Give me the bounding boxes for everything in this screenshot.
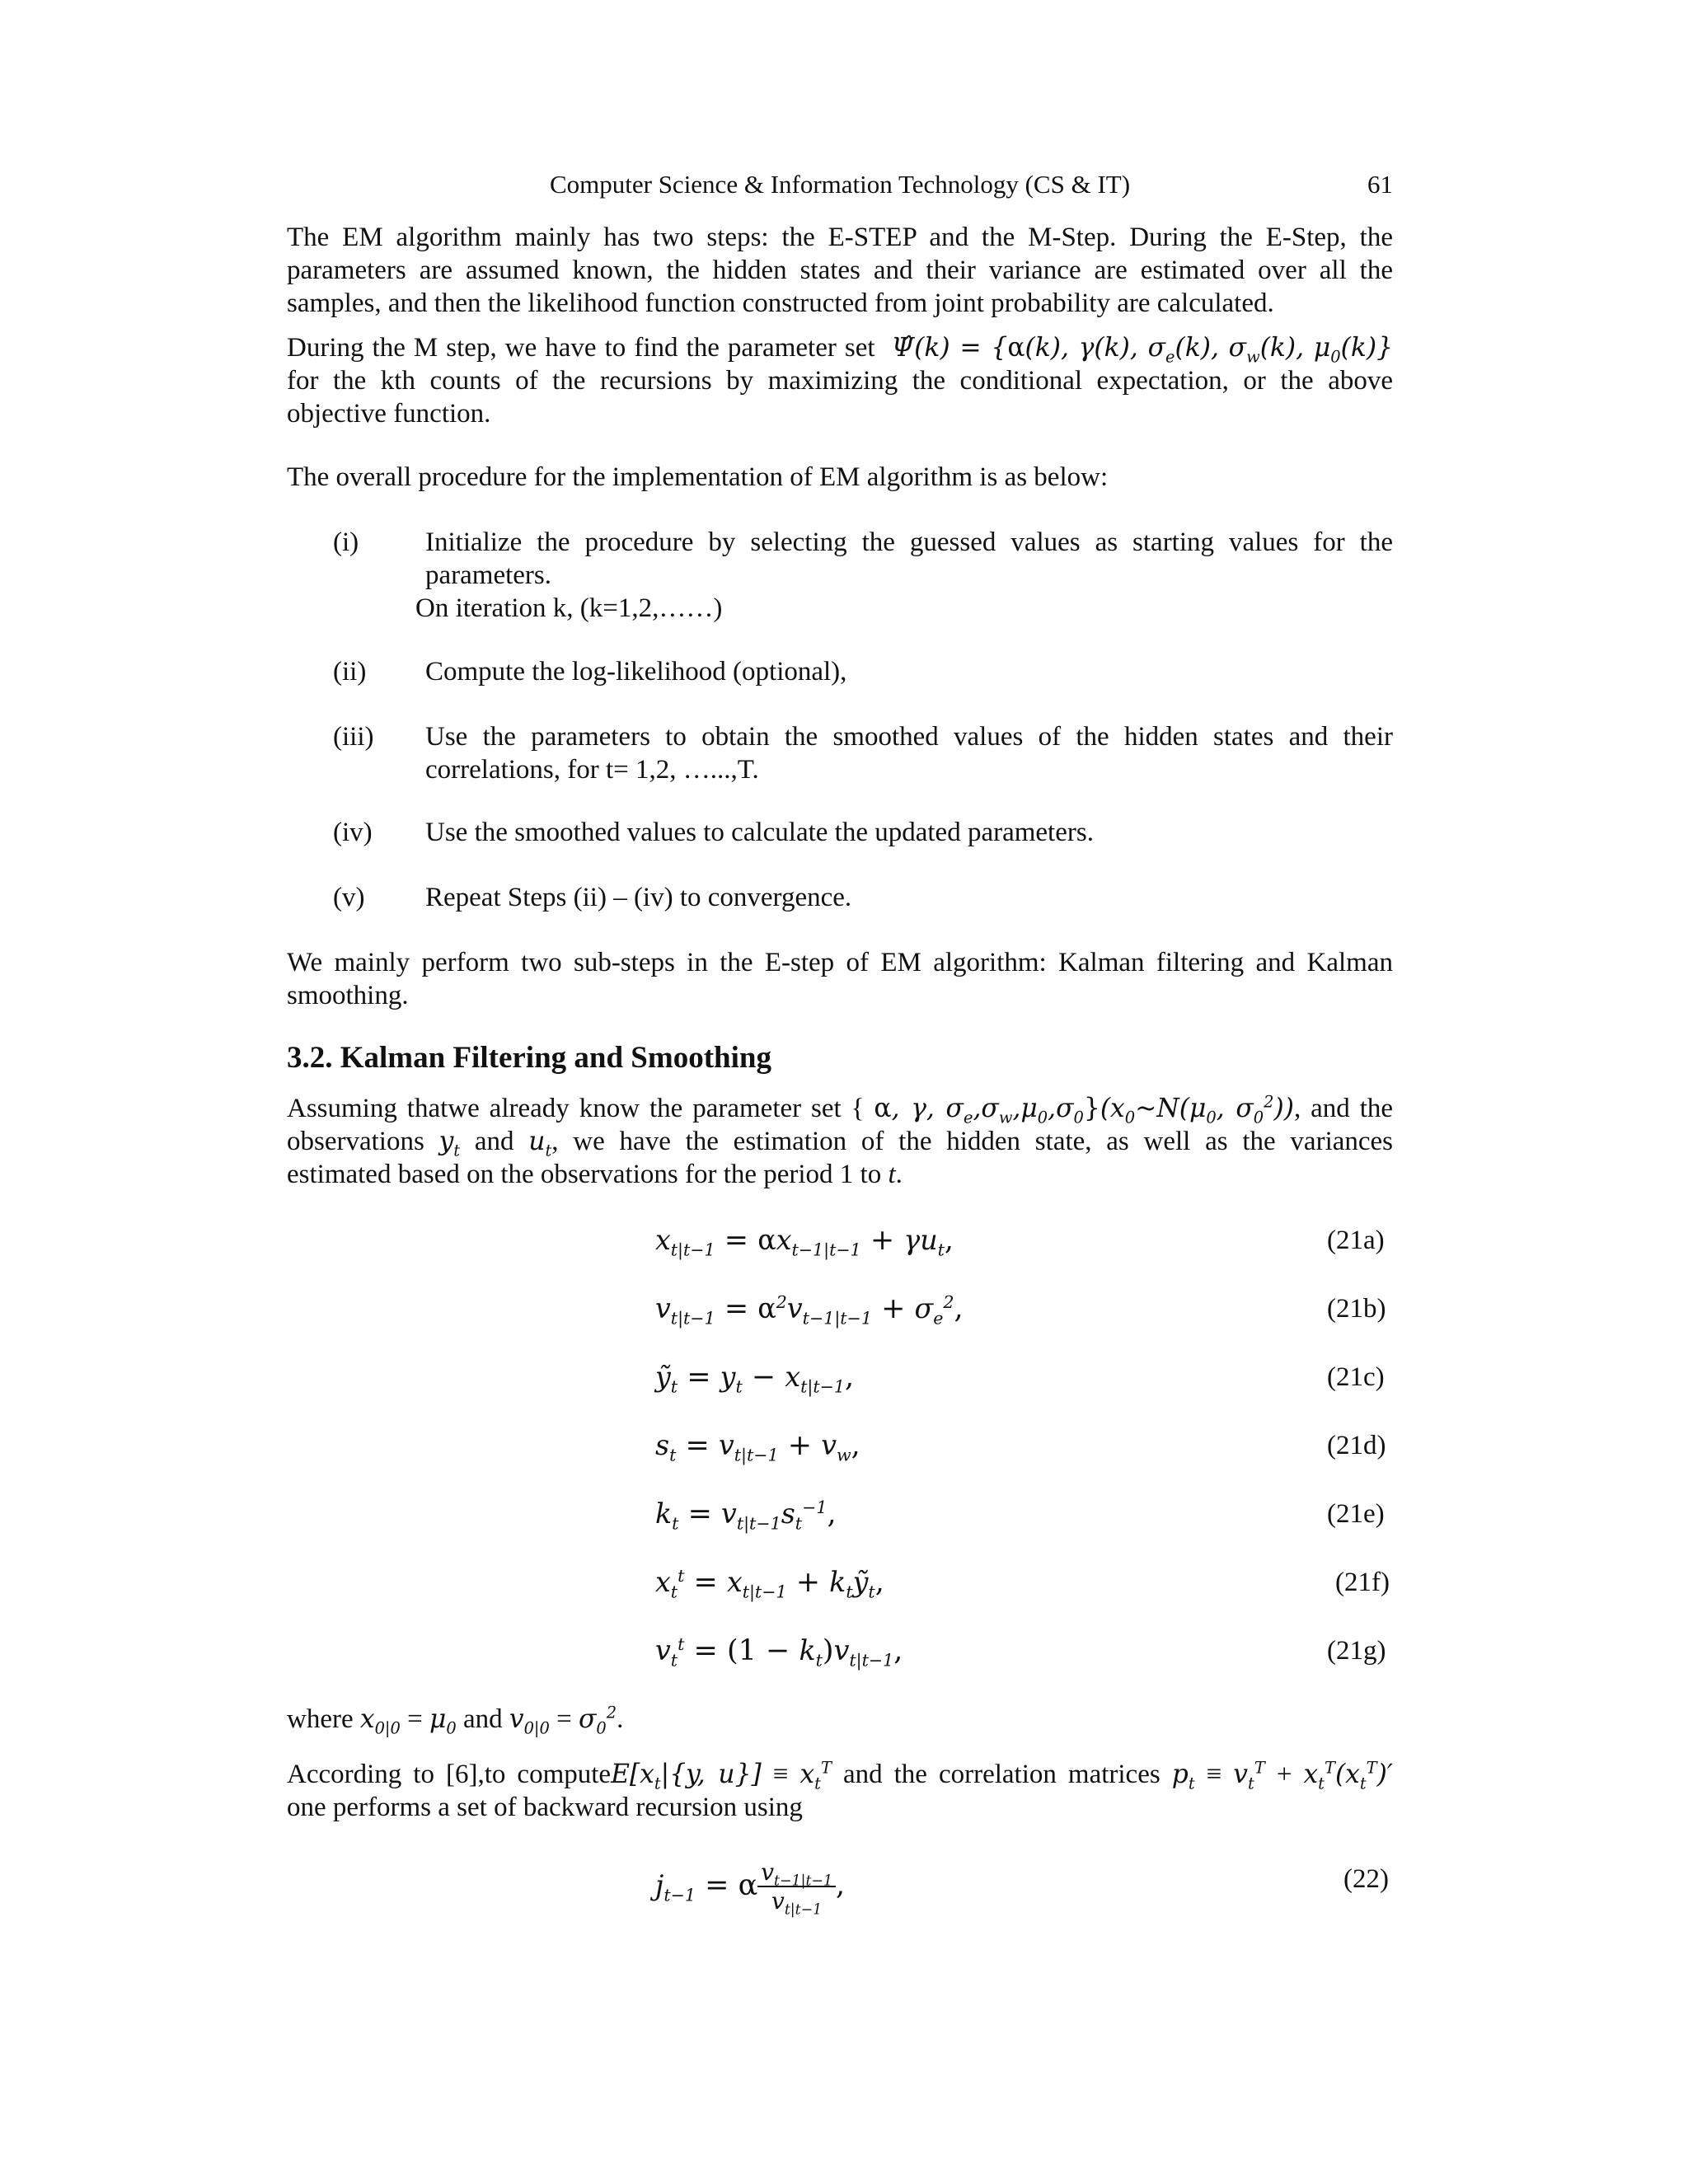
equation-number: (21b) xyxy=(1327,1294,1386,1324)
paragraph-assumptions xyxy=(287,1092,1393,1191)
text-line: estimated based on the observations for the period 1 to t. xyxy=(287,1160,903,1189)
text-line: According to [6],to $computeE[x_t|\{y$, $u\}] \equiv x_t^T$ and the correlation matrices $p_t \equiv v_t^T + x_t^T(x_t^T)'$ xyxy=(287,1758,1393,1793)
text-span: , we have the estimation of the hidden state, as well as the variances xyxy=(551,1127,1394,1156)
text-line: Compute the log-likelihood (optional), xyxy=(425,657,847,687)
equation-22: $j_{t-1} = \alpha$ $\frac{v_{t-1|t-1}}{v_{t|t-1}}$ , xyxy=(655,1858,846,1919)
fraction: $\frac{v_{t-1|t-1}}{v_{t|t-1}}$ xyxy=(757,1858,836,1915)
equation-number: (21f) xyxy=(1335,1568,1390,1597)
equation-21d: $s_t = v_{t|t-1} + v_w$, xyxy=(655,1429,860,1465)
text-line xyxy=(287,331,1394,367)
paragraph-backward-recursion xyxy=(287,1758,1393,1824)
text-line: Repeat Steps (ii) – (iv) to convergence. xyxy=(425,883,852,912)
journal-title: Computer Science & Information Technology (CS & IT) xyxy=(549,170,1131,199)
equation-number: (21g) xyxy=(1327,1636,1386,1666)
equation-21f: $x_t^t = x_{t|t-1}$ + $k_tỹ_t$, xyxy=(655,1565,884,1602)
text-span: During the M step, we have to find the parameter set xyxy=(287,333,875,363)
text-line: correlations, for t= 1,2, …...,T. xyxy=(425,755,759,785)
param-set-formula: Ψ̂(k) = {α(k), γ(k), $\sigma_e(k)$, $\sigma_w(k)$, $\mu_0(k)$} xyxy=(891,333,1394,367)
equation-21a: $x_{t|t-1} = \alpha x_{t-1|t-1} + \gamma u_t$, xyxy=(655,1224,954,1260)
text-line: We mainly perform two sub-steps in the E-step of EM algorithm: Kalman filtering and Kalman xyxy=(287,948,1393,977)
text-span: where xyxy=(287,1704,354,1734)
list-text xyxy=(425,720,1393,786)
text-line: objective function. xyxy=(287,399,491,429)
equation-21g: $v_t^t = (1 - k_t)v_{t|t-1}$, xyxy=(655,1633,903,1671)
text-span: and xyxy=(462,1704,503,1734)
equation-number: (21d) xyxy=(1327,1431,1386,1460)
list-number: (ii) xyxy=(333,657,367,687)
list-number: (iv) xyxy=(333,818,373,847)
text-line: samples, and then the likelihood function constructed from joint probability are calculated. xyxy=(287,288,1274,318)
page-number: 61 xyxy=(1367,170,1393,199)
section-heading: 3.2. Kalman Filtering and Smoothing xyxy=(287,1041,771,1075)
text-line: for the kth counts of the recursions by maximizing the conditional expectation, or the above xyxy=(287,366,1393,396)
list-text xyxy=(425,816,1393,849)
text-span: observations xyxy=(287,1127,424,1156)
paragraph-e-step-substeps xyxy=(287,946,1393,1012)
list-text xyxy=(425,881,1393,914)
text-span: Assuming thatwe already know the parameter set { xyxy=(287,1094,865,1123)
list-text xyxy=(425,526,1393,592)
text-line: one performs a set of backward recursion using xyxy=(287,1793,803,1822)
equation-21e: $k_t = v_{t|t-1}s_t^{-1}$, xyxy=(655,1497,837,1534)
text-span: and the correlation matrices xyxy=(842,1760,1160,1789)
text-span: and xyxy=(474,1127,514,1156)
text-line: The EM algorithm mainly has two steps: the E-STEP and the M-Step. During the E-Step, the xyxy=(287,223,1393,252)
u-t-symbol: $u_t$ xyxy=(528,1127,552,1160)
equation-number: (21e) xyxy=(1327,1499,1385,1529)
where-line: where $x_{0|0} = \mu_0$ and $v_{0|0} = \sigma_0^2$. xyxy=(287,1703,624,1738)
list-number: (iii) xyxy=(333,722,374,752)
equation-number: (21a) xyxy=(1327,1226,1385,1255)
equation-21b: $v_{t|t-1} = \alpha^2v_{t-1|t-1} + \sigma_e^2$, xyxy=(655,1291,964,1329)
iteration-note: On iteration k, (k=1,2,……) xyxy=(415,593,723,623)
list-number: (i) xyxy=(333,527,359,557)
text-line: Use the smoothed values to calculate the updated parameters. xyxy=(425,818,1094,847)
text-line: parameters. xyxy=(425,560,551,590)
text-line xyxy=(287,1092,1393,1125)
equation-number: (22) xyxy=(1343,1864,1389,1894)
text-line xyxy=(287,1125,1393,1158)
param-list-formula: α, γ, $\sigma_e,\sigma_w,\mu_0,\sigma_0\}(x_0\sim N(\mu_0$, $\sigma_0^2$)) xyxy=(874,1092,1294,1127)
text-span: According to [6],to compute xyxy=(287,1760,612,1789)
text-span: , and the xyxy=(1293,1094,1394,1123)
list-number: (v) xyxy=(333,883,365,912)
text-span: estimated based on the observations for the period 1 to xyxy=(287,1160,882,1189)
equation-21c: ỹ$_t$ = $y_t - x_{t|t-1}$, xyxy=(655,1361,855,1397)
equation-number: (21c) xyxy=(1327,1362,1385,1392)
text-line: smoothing. xyxy=(287,981,409,1010)
y-t-symbol: $y_t$ xyxy=(438,1127,461,1160)
text-line: parameters are assumed known, the hidden states and their variance are estimated over all the xyxy=(287,255,1393,285)
paragraph-m-step xyxy=(287,331,1393,430)
text-line: Initialize the procedure by selecting the guessed values as starting values for the xyxy=(425,527,1393,557)
text-line: Use the parameters to obtain the smoothed values of the hidden states and their xyxy=(425,722,1393,752)
paragraph-procedure-intro: The overall procedure for the implementation of EM algorithm is as below: xyxy=(287,462,1109,492)
list-text xyxy=(425,655,1393,688)
paragraph-em-steps xyxy=(287,221,1393,320)
running-header xyxy=(287,170,1393,206)
